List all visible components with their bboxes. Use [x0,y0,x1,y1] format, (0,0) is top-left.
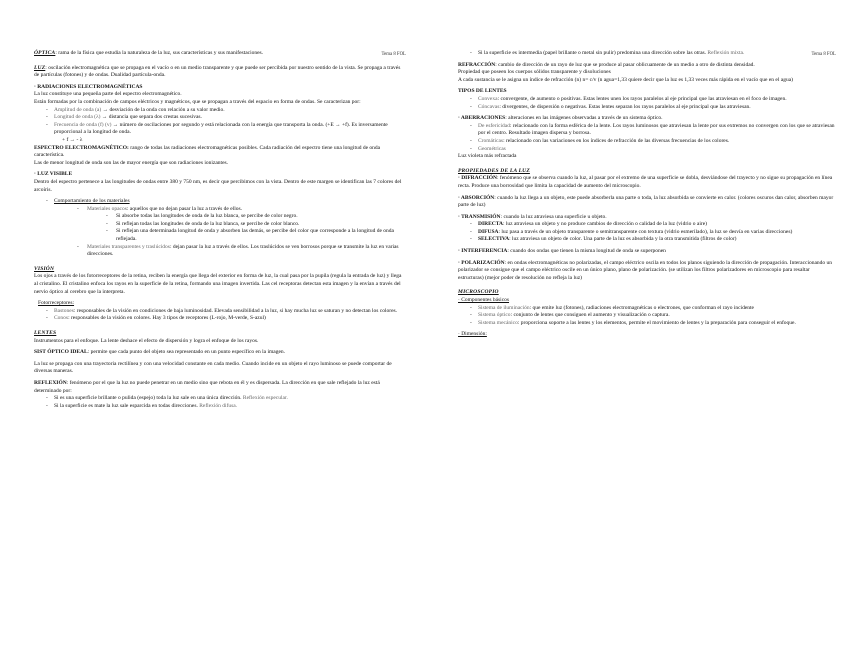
propagacion-para: La luz se propaga con una trayectoria rectilínea y con una velocidad constante en cada medio. Cuando incide en un objeto el rayo luminoso se puede comportar de diversas maneras. [34,360,392,375]
list-item: - DIRECTA: luz atraviesa un objeto y no produce cambios de dirección o calidad de la luz (vidrio o aire) [458,221,836,229]
list-item: - Bastones: responsables de la visión en condiciones de baja luminosidad. Elevada sensibilidad a la luz, si hay mucha luz se saturan y no detectan los colores. [34,308,406,316]
list-item: - SELECTIVA: luz atraviesa un objeto de color. Una parte de la luz es absorbida y la otra transmitida (filtros de color) [458,236,836,244]
comportamiento-item: - Comportamiento de los materiales [34,198,406,206]
right-page [424,0,848,655]
fotorreceptores-label: Fotorreceptores: [38,300,75,307]
list-item: - Si es una superficie brillante o pulida (espejo) toda la luz sale en una única dirección. Reflexión especular. [34,395,406,403]
vision-text: Los ojos a través de los fotorreceptores de la retina, reciben la energía que llega del exterior en forma de luz, la cual pasa por la pupila (regula la entrada de luz) y llega al cristalino. El cristalino enfoca los rayos en la superficie de la retina, formando una imagen invertida. Las cel receptoras detectan esta imagen y la envían a través del nervio óptico al cerebro que la interpreta. [34,273,402,295]
refraccion-para: REFRACCIÓN: cambio de dirección de un rayo de luz que se produce al pasar oblicuamente de un medio a otro de distinta densidad. [458,61,755,68]
interferencia-para: · INTERFERENCIA: cuando dos ondas que tienen la misma longitud de onda se superponen [458,248,666,255]
list-item: - Si absorbe todas las longitudes de onda de la luz blanca, se percibe de color negro. [34,213,406,221]
aberraciones-para: · ABERRACIONES: alteraciones en las imágenes observadas a través de un sistema óptico. [458,115,663,122]
luz-para: LUZ: oscilación electromagnética que se propaga en el vacío o en un medio transparente y que puede ser percibida por nuestro sentido de la vista. Se propaga a través de partículas (fotones) y de ondas. Dualidad partícula-onda. [34,64,401,79]
transparentes-item: - Materiales transparentes y traslúcidos: dejan pasar la luz a través de ellos. Los traslúcidos se ven borrosos porque se transmite la luz en varias direcciones. [34,244,406,259]
optica-title: ÓPTICA [34,50,56,56]
luz-violeta-note: Luz violeta más refractada [458,153,517,160]
refraccion-para3: A cada sustancia se le asigna un índice de refracción (n) n= c/v (n agua=1,33 quiere decir que la luz es 1,33 veces más rápida en el vacío que en el agua) [458,76,793,83]
reflexion-para: REFLEXIÓN: fenómeno por el que la luz no puede penetrar en un medio sino que rebota en él y es dispersada. La dirección en que sale reflejado la luz está determinado por: [34,379,380,394]
radiaciones-intro2: Están formadas por la combinación de campos eléctricos y magnéticos, que se propagan a través del espacio en forma de ondas. Se caracterizan por: [34,98,361,105]
espectro-para: ESPECTRO ELECTROMAGNÉTICO: rango de todas las radiaciones electromagnéticas posibles. Cada radiación del espectro tiene una longitud de onda característica. [34,144,381,159]
luz-visible-text: Dentro del espectro pertenece a las longitudes de ondas entre 380 y 750 nm, es decir que percibimos con la vista. Dentro de este margen se identifican las 7 colores del arcoíris. [34,178,402,193]
optica-para: ÓPTICA: rama de la física que estudia la naturaleza de la luz, sus características y sus manifestaciones. [34,50,264,56]
luz-visible-heading: · LUZ VISIBLE [34,171,73,178]
radiaciones-intro: La luz constituye una pequeña parte del espectro electromagnético. [34,91,182,98]
list-item: - Si reflejan una determinada longitud de onda y absorben las demás, se percibe del color que corresponde a la longitud de onda reflejada. [34,228,406,243]
list-item: - Sistema de iluminación: que emite luz (fotones), radiaciones electromagnéticas o electrones, que conforman el rayo incidente [458,305,836,313]
list-item: - Longitud de onda (λ) → distancia que separa dos crestas sucesivas. [34,114,406,122]
microscopio-title: MICROSCOPIO [458,289,499,296]
list-item: - Sistema mecánico: proporciona soporte a las lentes y los elementos, permite el movimiento de lentes y la preparación para conseguir el enfoque. [458,320,836,328]
lentes-text: Instrumentos para el enfoque. La lente deshace el efecto de dispersión y logra el enfoque de los rayos. [34,337,259,344]
espectro-para2: Las de menor longitud de onda son las de mayor energía que son radiaciones ionizantes. [34,159,229,166]
list-item: - De esfericidad: relacionado con la forma esférica de la lente. Los rayos luminosos que atraviesan la lente por sus extremos no convergen con los que se atraviesan por el centro. Resultado imagen dispersa y borrosa. [458,123,836,138]
lentes-title: LENTES [34,330,57,336]
vision-title: VISIÓN [34,265,55,272]
running-head: Tema 8 FOL [811,52,836,57]
list-item: - Cóncavas: divergentes, de dispersión o negativas. Estas lentes separan los rayos paralelos al eje principal que las atraviesan. [458,104,836,112]
list-item: - Cromáticas: relacionado con las variaciones en los índices de refracción de las diversas frecuencias de los colores. [458,138,836,146]
running-head: Tema 8 FOL [381,52,406,57]
list-item: - Geométricas [458,146,836,154]
radiaciones-heading: · RADIACIONES ELECTROMAGNÉTICAS [34,83,143,90]
list-item: - Si la superficie es intermedia (papel brillante o metal sin pulir) predomina una dirección sobre las otras. Reflexión mixta. [458,50,836,58]
formula: + f → - λ [62,136,83,143]
list-item: - DIFUSA: luz pasa a través de un objeto transparente o semitransparente con textura (vidrio esmerilado), la luz se desvía en varias direcciones) [458,229,836,237]
list-item: - Si reflejan todas las longitudes de onda de la luz blanca, se percibe de color blanco. [34,221,406,229]
dimension-label: · Dimensión: [458,331,487,338]
transmision-para: · TRANSMISIÓN: cuando la luz atraviesa una superficie u objeto. [458,213,607,220]
list-item: - Convexa: convergente, de aumento o positivas. Estas lentes unen los rayos paralelos al eje principal que las atraviesan en el foco de imagen. [458,96,836,104]
opacos-item: - Materiales opacos: aquellos que no dejan pasar la luz a través de ellos. [34,206,406,214]
difraccion-para: · DIFRACCIÓN: fenómeno que se observa cuando la luz, al pasar por el extremo de una superficie se dobla, desviándose del trayecto y no sigue su propagación en línea recta. Produce una borrosidad que limita la capacidad de aumento del microscopio. [458,175,833,189]
tipos-lentes-heading: TIPOS DE LENTES [458,88,507,95]
componentes-label: · Componentes básicos [458,297,510,304]
refraccion-para2: Propiedad que poseen los cuerpos sólidos transparente y disoluciones [458,69,611,76]
absorcion-para: · ABSORCIÓN: cuando la luz llega a un objeto, este puede absorberla una parte o toda, la luz absorbida se convierte en calor. (colores oscuros dan calor, absorben mayor parte de luz) [458,194,834,209]
list-item: - Sistema óptico: conjunto de lentes que consiguen el aumento y visualización o captura. [458,312,836,320]
sist-optico-para: SIST ÓPTICO IDEAL: permite que cada punto del objeto sea representado en un punto específico en la imagen. [34,349,286,356]
list-item: - Amplitud de onda (a) → desviación de la onda con relación a su valor medio. [34,107,406,115]
luz-title: LUZ [34,64,46,71]
list-item: - Si la superficie es mate la luz sale esparcida en todas direcciones. Reflexión difusa. [34,403,406,411]
radiaciones-list [34,107,406,137]
list-item: - Conos: responsables de la visión en colores. Hay 3 tipos de receptores (L-rojo, M-verde, S-azul) [34,315,406,323]
propiedades-title: PROPIEDADES DE LA LUZ [458,167,530,174]
list-item: - Frecuencia de onda (f) (v) → número de oscilaciones por segundo y está relacionada con la energía que transporta la onda. (+E → +f). Es inversamente proporcional a la longitud de onda. [34,122,406,137]
polarizacion-para: · POLARIZACIÓN: en ondas electromagnéticas no polarizadas, el campo eléctrico oscila en todos los planos siguiendo la dirección de propagación. Interaccionando un polarizador se consigue que el campo eléctrico oscile en un único plano, plano de polarización. (se utilizan los filtros polarizadores en microscopio para resaltar estructuras) (mejor poder de resolución no refleja la luz) [458,259,833,281]
